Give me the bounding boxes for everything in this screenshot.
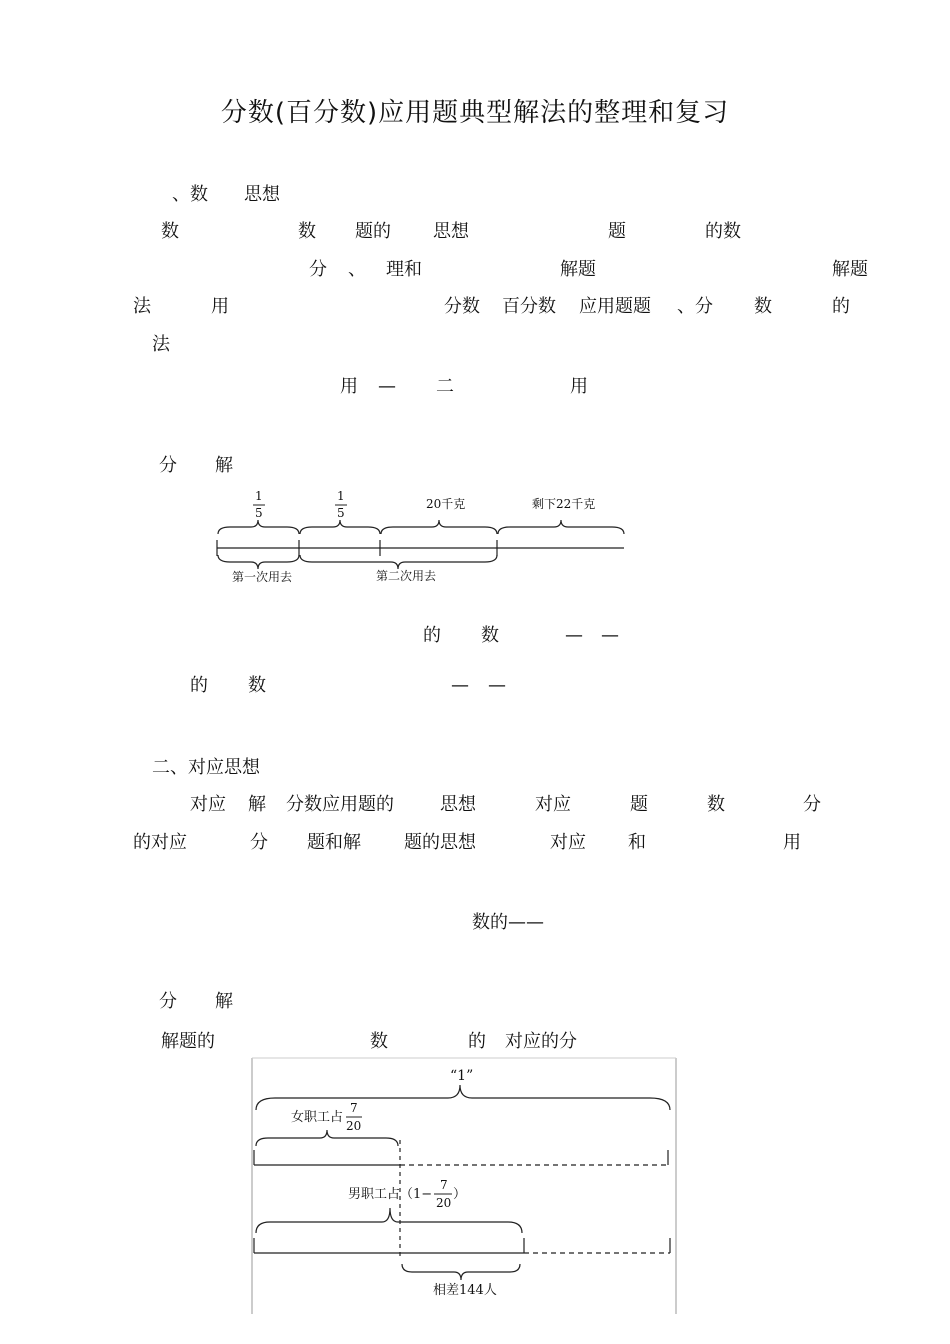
s1-eq1-word: 数	[481, 625, 499, 646]
s1-line3-word: 百分数	[502, 296, 556, 317]
s1-line5-word: —	[378, 376, 396, 397]
s1-line3-word: 用	[211, 296, 229, 317]
s1-line3-word: 、分	[677, 296, 713, 317]
male-label: 男职工占（1−	[348, 1187, 433, 1202]
fraction-numerator: 1	[337, 489, 345, 503]
analysis-label: 分	[159, 991, 177, 1012]
s1-line2-word: 解题	[832, 259, 868, 280]
s1-line3-word: 的	[832, 296, 850, 317]
male-label-close: ）	[453, 1187, 467, 1202]
s2-line1-word: 对应	[535, 794, 571, 815]
s1-line1-word: 的数	[705, 221, 741, 242]
s2-line2-word: 题和解	[307, 832, 361, 853]
s1-eq2-word: —	[488, 675, 506, 696]
fraction-denominator: 20	[346, 1119, 362, 1133]
analysis-label: 分	[159, 455, 177, 476]
s1-line1-word: 数	[161, 221, 179, 242]
s2-line1-word: 对应	[190, 794, 226, 815]
fraction-denominator: 5	[255, 506, 263, 520]
s2-line2-word: 题的思想	[404, 832, 476, 853]
s1-line4: 法	[152, 334, 170, 355]
analysis-label: 解	[215, 991, 233, 1012]
s1-line3-word: 分数	[444, 296, 480, 317]
section-2-heading: 二、对应思想	[152, 757, 260, 778]
segment-label: 第二次用去	[376, 569, 437, 583]
s2-line1-word: 思想	[440, 794, 476, 815]
s1-eq1-word: —	[565, 625, 583, 646]
s1-line5-word: 用	[570, 376, 588, 397]
s1-line2-word: 解题	[560, 259, 596, 280]
analysis-label: 解	[215, 455, 233, 476]
s1-line1-word: 数	[298, 221, 316, 242]
s2-line2-word: 的对应	[133, 832, 187, 853]
difference-label: 相差144人	[433, 1283, 497, 1298]
s1-line2-word: 理和	[386, 259, 422, 280]
s1-line2-word: 、	[348, 259, 366, 280]
segment-label: 20千克	[426, 497, 466, 511]
s1-line1-word: 题的	[355, 221, 391, 242]
s1-line3-word: 法	[133, 296, 151, 317]
fraction-numerator: 1	[255, 489, 263, 503]
s2-line1-word: 分	[803, 794, 821, 815]
s1-line5-word: 二	[436, 376, 454, 397]
segment-label: 第一次用去	[232, 570, 293, 584]
s2-line1-word: 解	[248, 794, 266, 815]
s1-eq1-word: 的	[423, 625, 441, 646]
s1-line1-word: 思想	[433, 221, 469, 242]
s1-line5-word: 用	[340, 376, 358, 397]
s1-line3-word: 数	[754, 296, 772, 317]
s2-line3: 数的——	[472, 912, 544, 933]
s2-line4-word: 对应的分	[505, 1031, 577, 1052]
whole-label: “1”	[450, 1068, 474, 1084]
s1-eq1-word: —	[601, 625, 619, 646]
s2-line2-word: 用	[783, 832, 801, 853]
s1-line2-word: 分	[309, 259, 327, 280]
fraction-numerator: 7	[440, 1178, 448, 1192]
s1-eq2-word: 数	[248, 675, 266, 696]
s2-line4-word: 的	[468, 1031, 486, 1052]
s2-line1-word: 分数应用题的	[286, 794, 394, 815]
fraction-denominator: 5	[337, 506, 345, 520]
s2-line1-word: 题	[630, 794, 648, 815]
s2-line2-word: 分	[250, 832, 268, 853]
s1-eq2-word: 的	[190, 675, 208, 696]
s1-line1-word: 题	[608, 221, 626, 242]
s2-line2-word: 和	[628, 832, 646, 853]
s2-line2-word: 对应	[550, 832, 586, 853]
female-label: 女职工占	[291, 1110, 344, 1125]
s2-line1-word: 数	[707, 794, 725, 815]
segment-label: 剩下22千克	[532, 497, 596, 511]
fraction-numerator: 7	[350, 1101, 358, 1115]
s1-line3-word: 应用题题	[579, 296, 651, 317]
page-title: 分数(百分数)应用题典型解法的整理和复习	[220, 98, 730, 128]
s1-eq2-word: —	[451, 675, 469, 696]
s2-line4-word: 解题的	[161, 1031, 215, 1052]
fraction-denominator: 20	[436, 1196, 452, 1210]
section-1-heading: 、数 思想	[172, 184, 280, 205]
s2-line4-word: 数	[370, 1031, 388, 1052]
